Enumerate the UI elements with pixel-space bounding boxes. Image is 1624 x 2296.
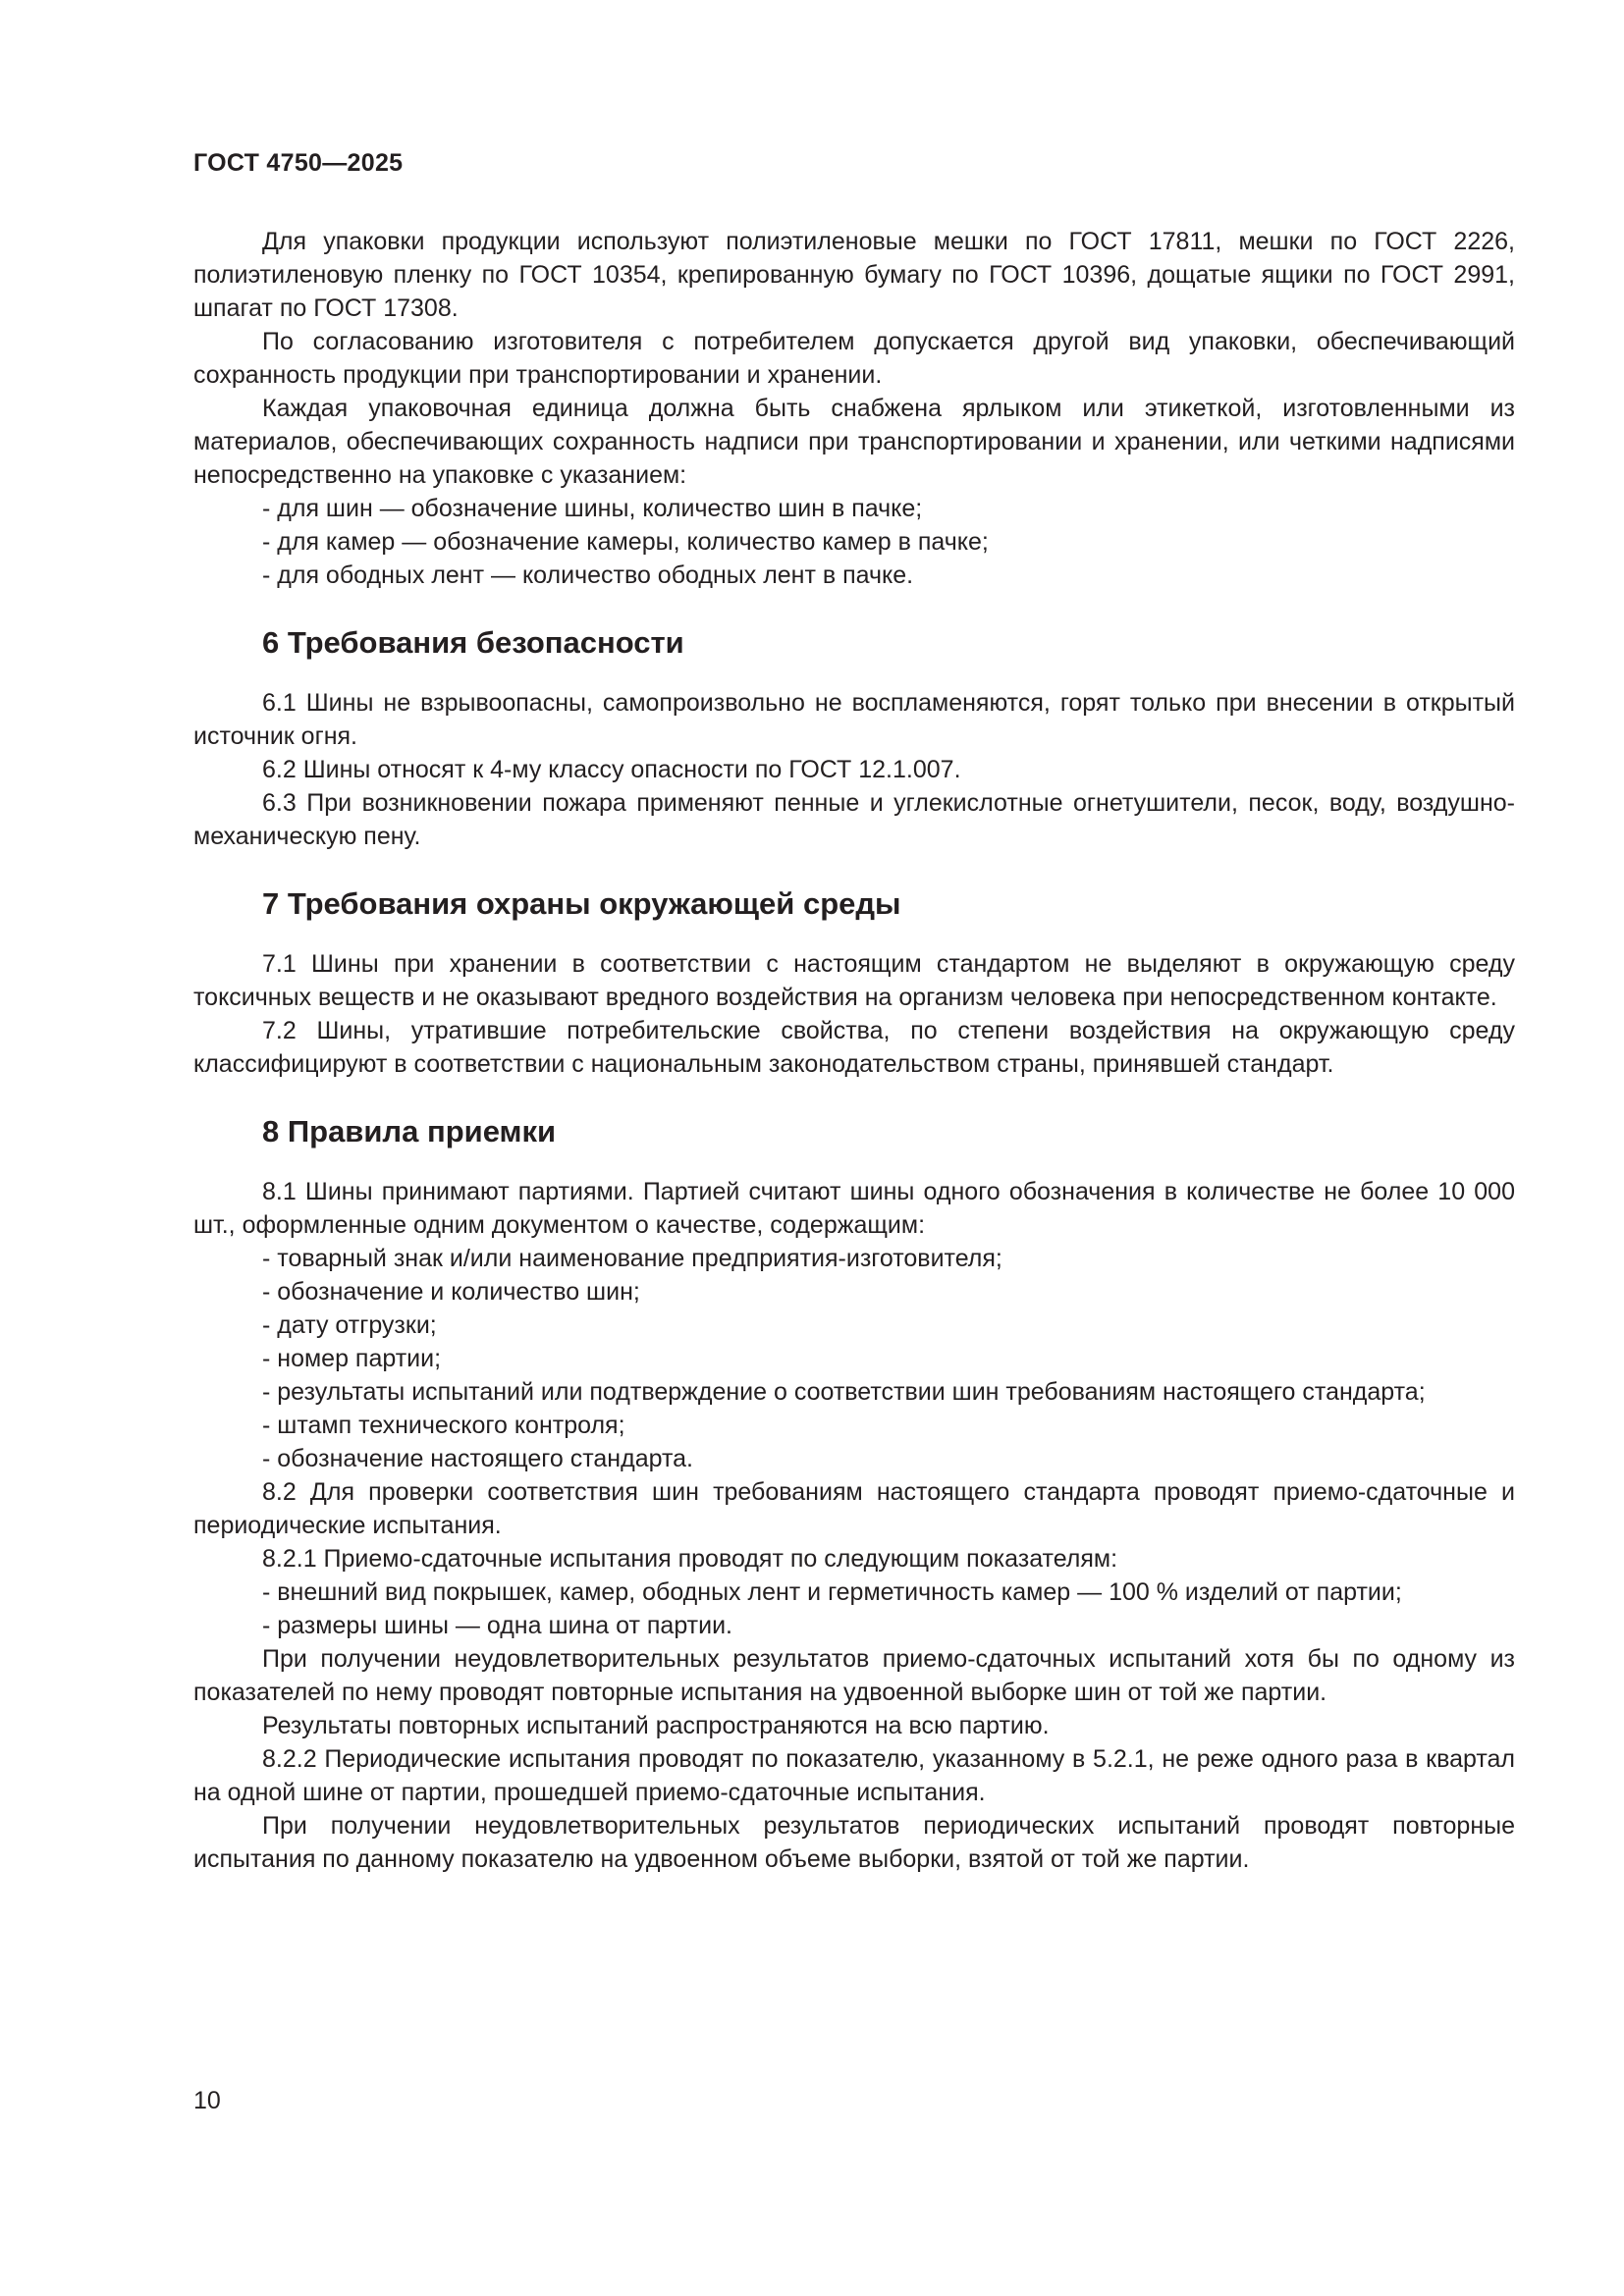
section-8-paragraph: 8.2 Для проверки соответствия шин требованиям настоящего стандарта проводят приемо-сдаточные и периодические испытания. xyxy=(193,1478,1515,1539)
section-7-heading: 7 Требования охраны окружающей среды xyxy=(262,886,901,921)
page-number: 10 xyxy=(193,2087,221,2114)
section-6-paragraph: 6.3 При возникновении пожара применяют пенные и углекислотные огнетушители, песок, воду, воздушно-механическую пену. xyxy=(193,789,1515,850)
section-8-paragraph: 8.2.1 Приемо-сдаточные испытания проводят по следующим показателям: xyxy=(262,1545,1118,1573)
section-8-paragraph: 8.2.2 Периодические испытания проводят по показателю, указанному в 5.2.1, не реже одного раза в квартал на одной шине от партии, прошедшей приемо-сдаточные испытания. xyxy=(193,1745,1515,1806)
page-content xyxy=(193,225,1515,1876)
section-7-paragraph: 7.1 Шины при хранении в соответствии с настоящим стандартом не выделяют в окружающую среду токсичных веществ и не оказывают вредного воздействия на организм человека при непосредственном контакте. xyxy=(193,950,1515,1011)
list-item: - товарный знак и/или наименование предприятия-изготовителя; xyxy=(262,1245,1002,1272)
section-8-paragraph: При получении неудовлетворительных результатов приемо-сдаточных испытаний хотя бы по одному из показателей по нему проводят повторные испытания на удвоенной выборке шин от той же партии. xyxy=(193,1645,1515,1706)
section-8-paragraph: При получении неудовлетворительных результатов периодических испытаний проводят повторные испытания по данному показателю на удвоенном объеме выборки, взятой от той же партии. xyxy=(193,1812,1515,1873)
list-item: - дату отгрузки; xyxy=(262,1311,437,1339)
list-item: - для камер — обозначение камеры, количество камер в пачке; xyxy=(262,528,989,556)
list-item: - внешний вид покрышек, камер, ободных лент и герметичность камер — 100 % изделий от партии; xyxy=(262,1578,1402,1606)
section-8-heading: 8 Правила приемки xyxy=(262,1114,557,1148)
list-item: - результаты испытаний или подтверждение о соответствии шин требованиям настоящего стандарта; xyxy=(262,1378,1426,1406)
list-item: - размеры шины — одна шина от партии. xyxy=(262,1612,733,1639)
list-item: - обозначение и количество шин; xyxy=(262,1278,640,1306)
list-item: - для ободных лент — количество ободных лент в пачке. xyxy=(262,561,914,589)
list-item: - обозначение настоящего стандарта. xyxy=(262,1445,693,1472)
section-7-paragraph: 7.2 Шины, утратившие потребительские свойства, по степени воздействия на окружающую среду классифицируют в соответствии с национальным законодательством страны, принявшей стандарт. xyxy=(193,1017,1515,1078)
section-6-paragraph: 6.2 Шины относят к 4-му классу опасности по ГОСТ 12.1.007. xyxy=(262,756,961,783)
list-item: - для шин — обозначение шины, количество шин в пачке; xyxy=(262,495,923,522)
document-code: ГОСТ 4750—2025 xyxy=(193,149,404,177)
list-item: - штамп технического контроля; xyxy=(262,1412,625,1439)
list-item: - номер партии; xyxy=(262,1345,442,1372)
section-8-paragraph: Результаты повторных испытаний распространяются на всю партию. xyxy=(262,1712,1050,1739)
packaging-paragraph: Каждая упаковочная единица должна быть снабжена ярлыком или этикеткой, изготовленными из материалов, обеспечивающих сохранность надписи при транспортировании и хранении, или четкими надписями непосредственно на упаковке с указанием: xyxy=(193,395,1515,489)
section-6-heading: 6 Требования безопасности xyxy=(262,625,684,660)
section-6-paragraph: 6.1 Шины не взрывоопасны, самопроизвольно не воспламеняются, горят только при внесении в открытый источник огня. xyxy=(193,689,1515,750)
packaging-paragraph: Для упаковки продукции используют полиэтиленовые мешки по ГОСТ 17811, мешки по ГОСТ 2226, полиэтиленовую пленку по ГОСТ 10354, крепированную бумагу по ГОСТ 10396, дощатые ящики по ГОСТ 2991, шпагат по ГОСТ 17308. xyxy=(193,228,1515,322)
section-8-paragraph: 8.1 Шины принимают партиями. Партией считают шины одного обозначения в количестве не более 10 000 шт., оформленные одним документом о качестве, содержащим: xyxy=(193,1178,1515,1239)
packaging-paragraph: По согласованию изготовителя с потребителем допускается другой вид упаковки, обеспечивающий сохранность продукции при транспортировании и хранении. xyxy=(193,328,1515,389)
